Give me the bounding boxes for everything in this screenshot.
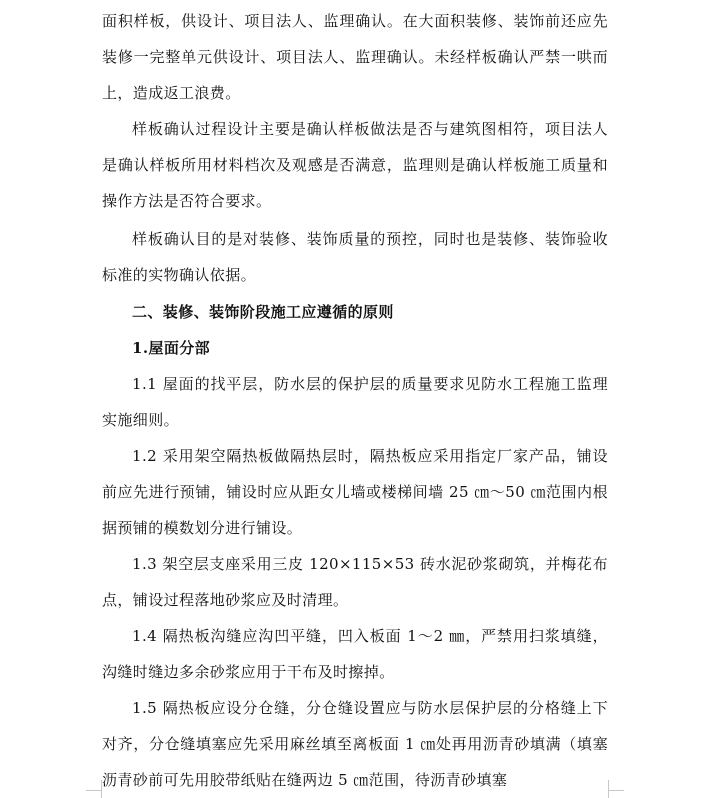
paragraph-1-5: 1.5 隔热板应设分仓缝，分仓缝设置应与防水层保护层的分格缝上下对齐，分仓缝填塞应先采用麻丝填至离板面 1 ㎝处再用沥青砂填满（填塞沥青砂前可先用胶带纸贴在缝两边 5 ㎝范围，待沥青砂填塞 bbox=[102, 699, 608, 789]
paragraph-1-4: 1.4 隔热板沟缝应沟凹平缝，凹入板面 1～2 ㎜，严禁用扫浆填缝，沟缝时缝边多余砂浆应用于干布及时擦掉。 bbox=[102, 627, 608, 681]
crop-mark-bottom-right-vertical bbox=[608, 780, 609, 798]
paragraph-1-1: 1.1 屋面的找平层，防水层的保护层的质量要求见防水工程施工监理实施细则。 bbox=[102, 375, 608, 429]
paragraph-sample-continuation: 面积样板，供设计、项目法人、监理确认。在大面积装修、装饰前还应先装修一完整单元供设计、项目法人、监理确认。未经样板确认严禁一哄而上，造成返工浪费。 bbox=[102, 12, 608, 102]
paragraph-sample-confirmation-process: 样板确认过程设计主要是确认样板做法是否与建筑图相符，项目法人是确认样板所用材料档次及观感是否满意，监理则是确认样板施工质量和操作方法是否符合要求。 bbox=[102, 120, 608, 210]
paragraph-sample-confirmation-purpose: 样板确认目的是对装修、装饰质量的预控，同时也是装修、装饰验收标准的实物确认依据。 bbox=[102, 230, 608, 284]
paragraph-1-3: 1.3 架空层支座采用三皮 120×115×53 砖水泥砂浆砌筑，并梅花布点，铺设过程落地砂浆应及时清理。 bbox=[102, 555, 608, 609]
section-heading: 二、装修、装饰阶段施工应遵循的原则 bbox=[132, 303, 394, 321]
crop-mark-bottom-right bbox=[608, 790, 624, 791]
subsection-heading-roof: 1.屋面分部 bbox=[132, 339, 211, 357]
paragraph-1-2: 1.2 采用架空隔热板做隔热层时，隔热板应采用指定厂家产品，铺设前应先进行预铺，铺设时应从距女儿墙或楼梯间墙 25 ㎝～50 ㎝范围内根据预铺的模数划分进行铺设。 bbox=[102, 447, 608, 537]
crop-mark-bottom-left bbox=[86, 790, 102, 791]
